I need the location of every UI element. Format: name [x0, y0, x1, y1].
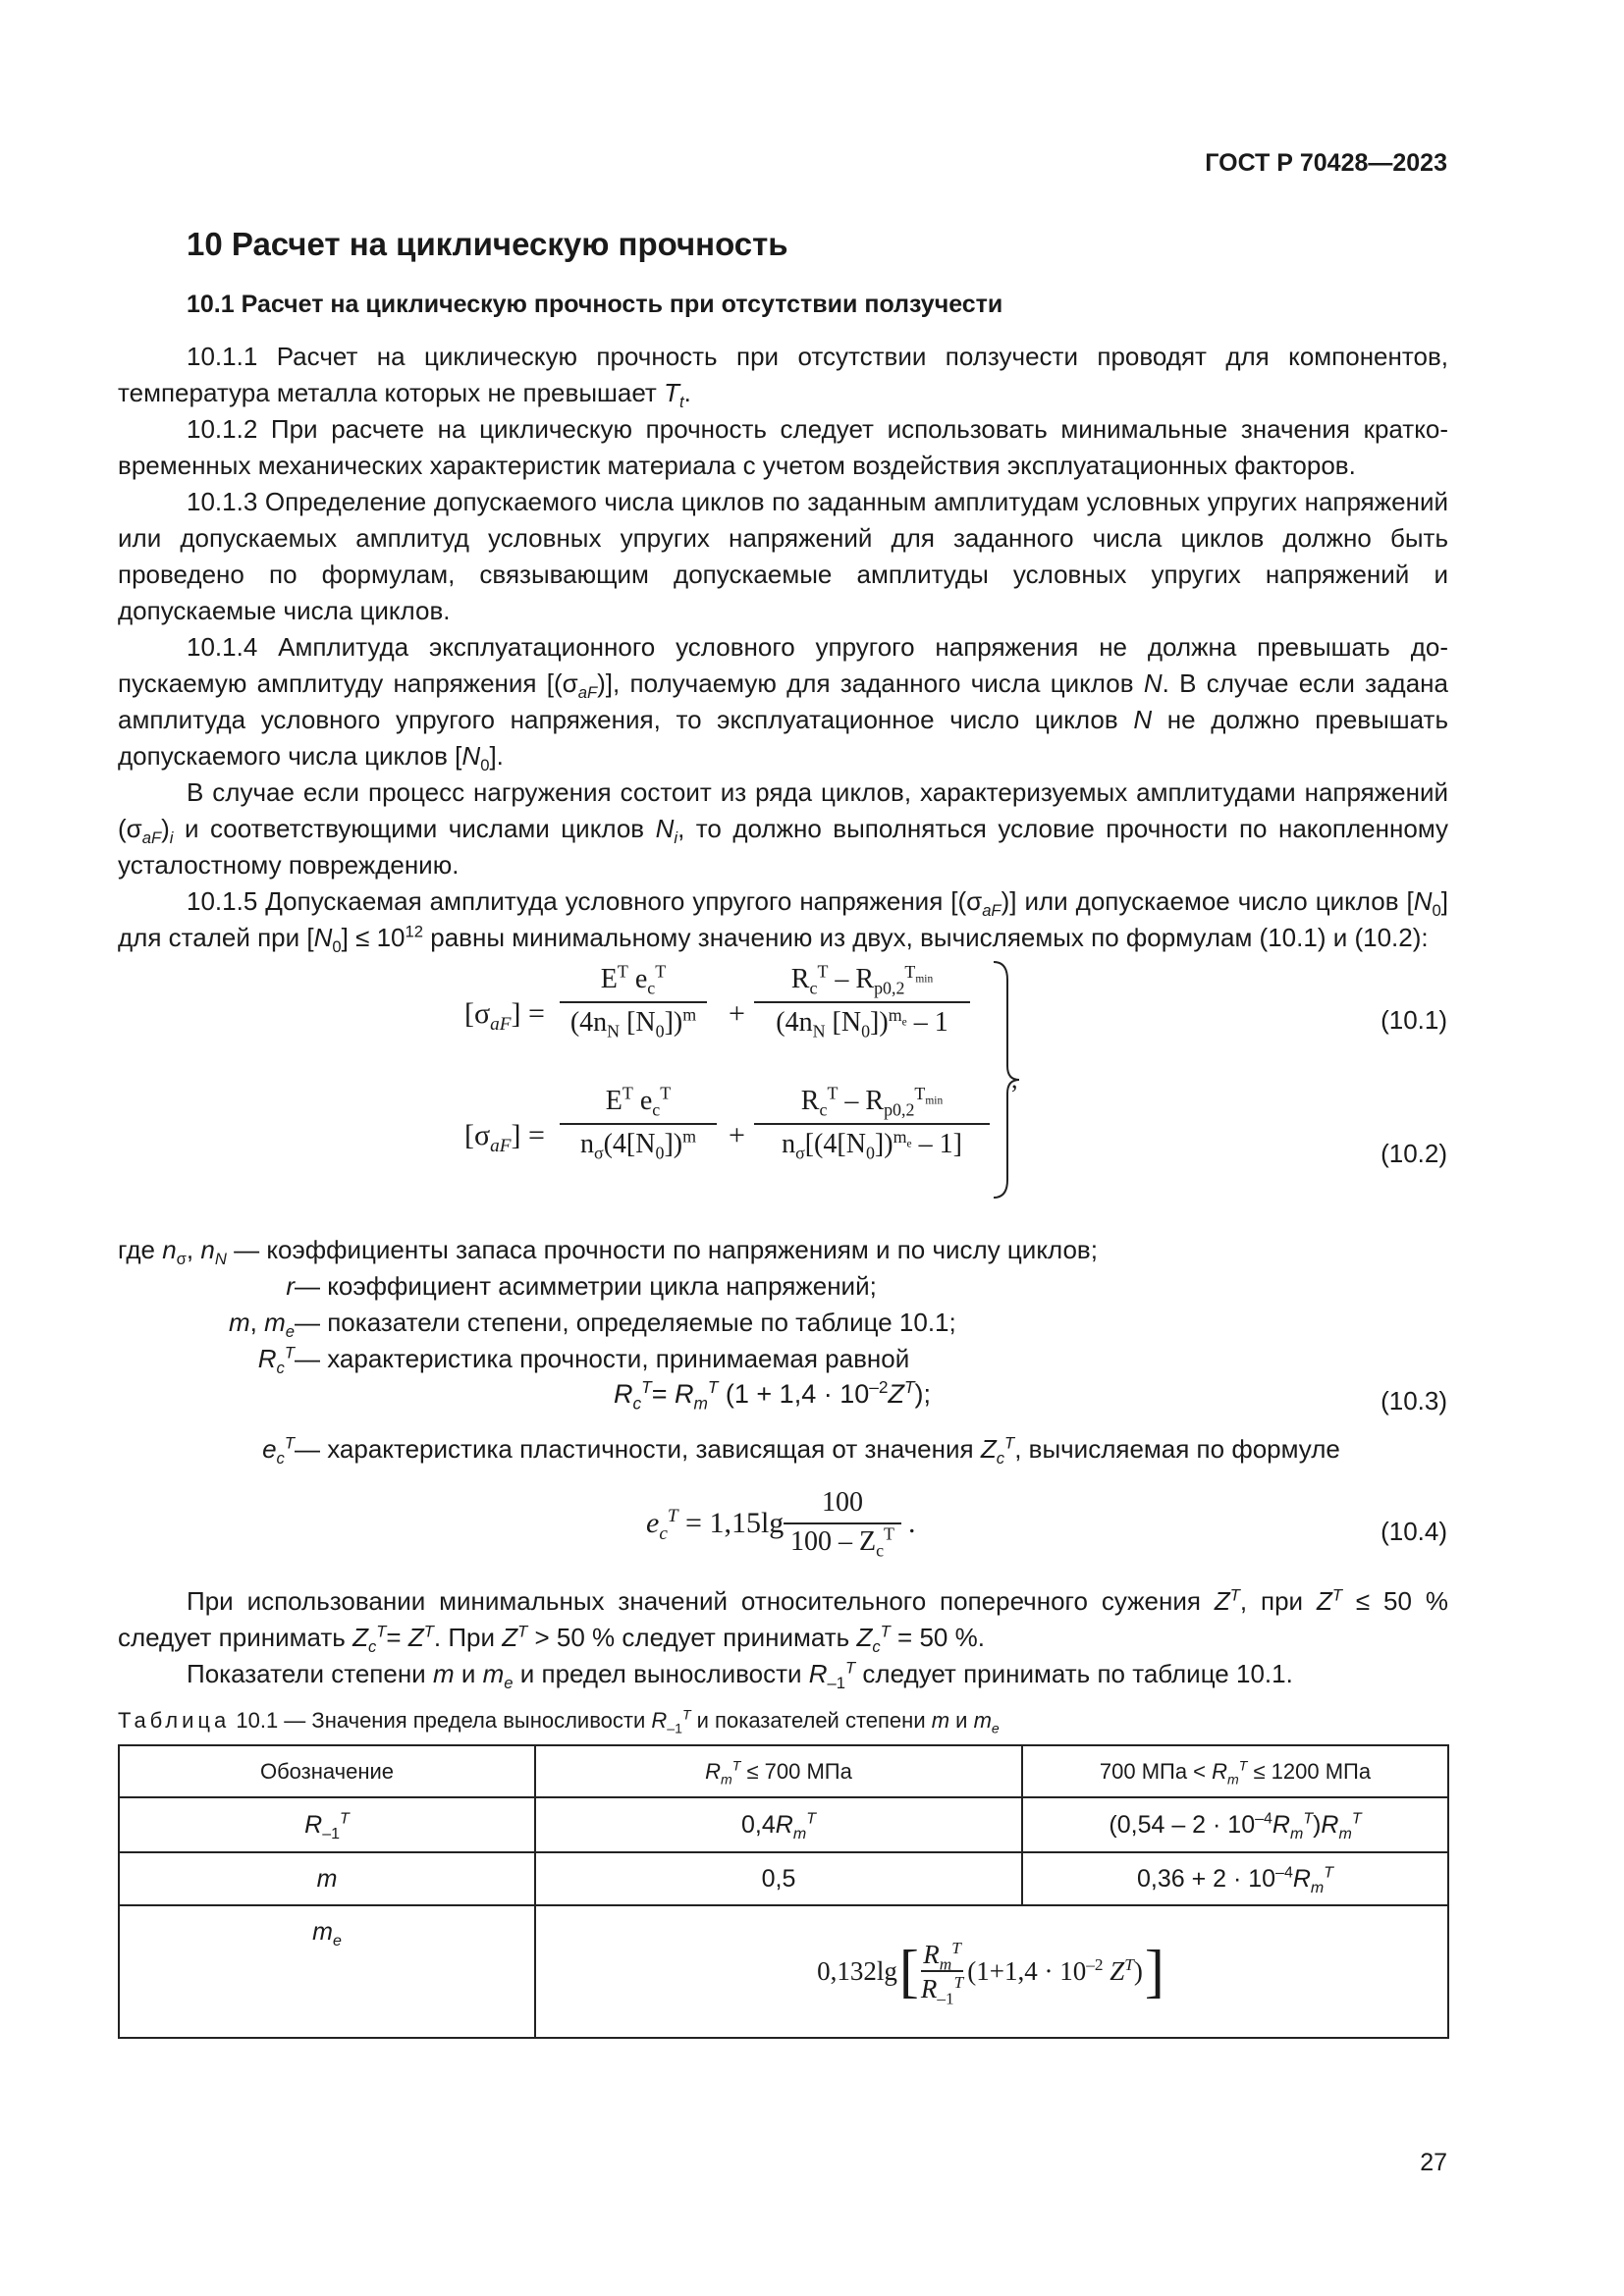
table-caption: Таблица 10.1 — Значения предела выносливости $R_{-1}^T$ и показателей степени m и $m_e$ [118, 1706, 1000, 1736]
table-row [119, 1852, 1448, 1905]
where-plasticity: $e_c^T$ — характеристика пластичности, зависящая от значения $Z_c^T$, вычисляемая по формуле [262, 1433, 1340, 1468]
body-text-after [118, 1583, 1448, 1692]
cell-me-formula: 0,132lg [ $R_m^T$ $R_{-1}^T$ ($1+1,4 \cdot 10^{-2}$ $Z^T$) ] [535, 1905, 1448, 2038]
paragraph-10-1-4: 10.1.4 Амплитуда эксплуатационного условного упругого напряжения не должна превышать допускаемую амплитуду напряжения $[(\sigma_{aF})]$, получаемую для заданного числа циклов N. В случае если задана амплитуда условного упругого напряжения, то эксплуатационное число циклов N не должно превышать допускаемого числа циклов $[N_0]$. [118, 632, 1448, 775]
paragraph-table-ref: Показатели степени m и $m_e$ и предел выносливости $R_{-1}^T$ следует принимать по таблице 10.1. [187, 1658, 1293, 1693]
paragraph-10-1-3: 10.1.3 Определение допускаемого числа циклов по заданным амплитудам условных упругих напряжений или допускаемых амплитуд условных упругих напряжений для заданного числа циклов должно быть проведено по формулам, связывающим допускаемые амплитуды условных упругих напряжений и допускаемые числа циклов. [118, 487, 1448, 625]
table-header-row [119, 1745, 1448, 1797]
header-high-strength: 700 МПа < $R_m^T \le 1200$ МПа [1022, 1745, 1448, 1797]
table-row [119, 1905, 1448, 2038]
table-10-1 [118, 1744, 1449, 2039]
header-low-strength: $R_m^T \le 700$ МПа [535, 1745, 1022, 1797]
paragraph-10-1-5: 10.1.5 Допускаемая амплитуда условного упругого напряжения $[(\sigma_{aF})]$ или допускаемое число циклов $[N_0]$ для сталей при $[N_0] \le 10^{12}$ равны минимальному значению из двух, вычисляемых по формулам (10.1) и (10.2): [118, 886, 1448, 957]
cell-r1-low: $0,4R_m^T$ [535, 1797, 1022, 1852]
paragraph-10-1-1: 10.1.1 Расчет на циклическую прочность при отсутствии ползучести проводят для компонентов, температура металла которых не превышает $T_t$. [118, 342, 1448, 412]
page-number: 27 [1420, 2149, 1447, 2176]
cell-me: $m_e$ [119, 1905, 535, 2038]
cell-endurance-limit: $R_{-1}^T$ [119, 1797, 535, 1852]
paragraph-z-rule: При использовании минимальных значений относительного поперечного сужения $Z^T$, при $Z^T \le 50$ % следует принимать $Z_c^T= Z^T$. При $Z^T > 50$ % следует принимать $Z_c^T = 50$ %. [118, 1585, 1448, 1657]
system-brace-icon [990, 960, 1029, 1201]
paragraph-10-1-2: 10.1.2 При расчете на циклическую прочность следует использовать минимальные значения кратковременных механических характеристик материала с учетом воздействия эксплуатационных факторов. [118, 414, 1448, 480]
body-text-block [118, 339, 1448, 956]
cell-m-low: 0,5 [535, 1852, 1022, 1905]
document-id: ГОСТ Р 70428—2023 [1205, 149, 1447, 177]
cell-m-high: $0,36 + 2 \cdot 10^{-4}R_m^T$ [1022, 1852, 1448, 1905]
table-row [119, 1797, 1448, 1852]
paragraph-load-process: В случае если процесс нагружения состоит из ряда циклов, характеризуемых амплитудами напряжений $(\sigma_{aF})_i$ и соответствующими числами циклов $N_i$, то должно выполняться условие прочности по накопленному усталостному повреждению. [118, 777, 1448, 880]
cell-r1-high: $(0,54 - 2 \cdot 10^{-4}R_m^T)R_m^T$ [1022, 1797, 1448, 1852]
cell-m: m [119, 1852, 535, 1905]
section-title: 10 Расчет на циклическую прочность [187, 226, 788, 262]
header-designation: Обозначение [119, 1745, 535, 1797]
subsection-title: 10.1 Расчет на циклическую прочность при отсутствии ползучести [187, 291, 1003, 318]
